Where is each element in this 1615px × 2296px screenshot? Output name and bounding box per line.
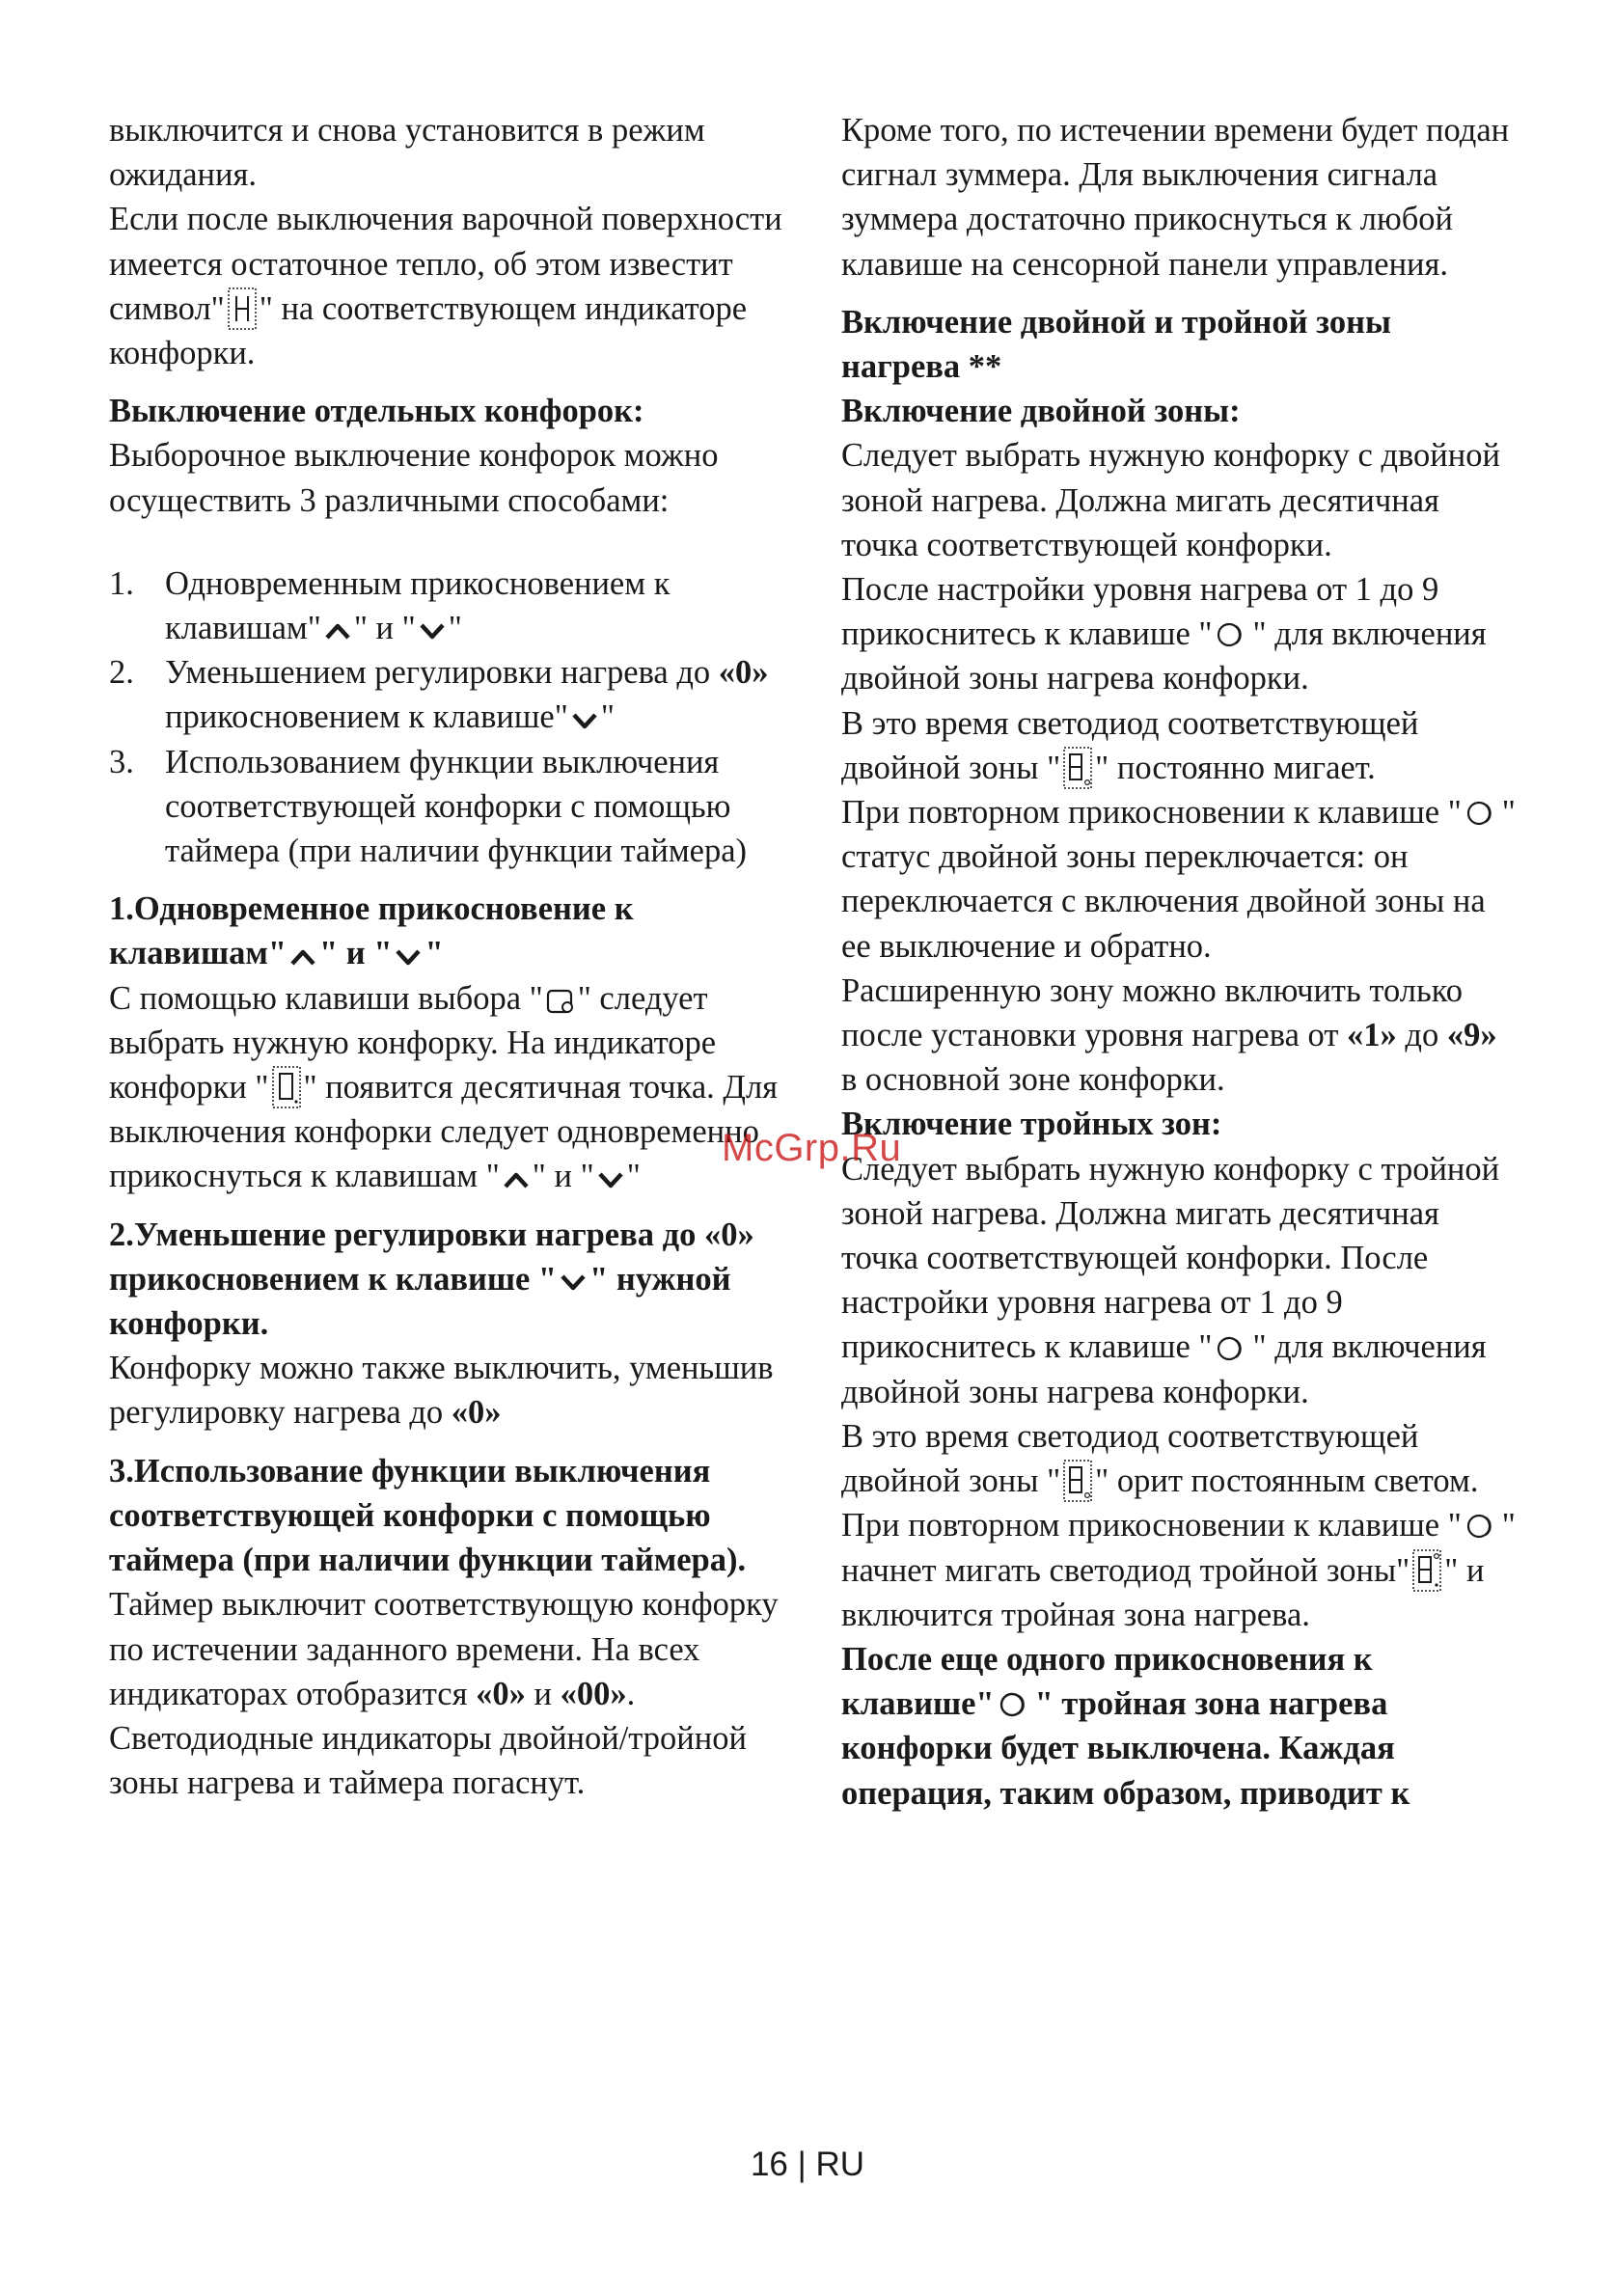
chevron-down-icon [570,710,599,731]
right-column [841,108,1517,1816]
paragraph: Выборочное выключение конфорок можно осуществить 3 различными способами: [109,437,719,519]
list-item: 1. Одновременным прикосновением к клавишам" " и " " [109,564,671,647]
language-code: RU [815,2146,865,2183]
paragraph: При повторном прикосновении к клавише " " статус двойной зоны переключается: он переключается с включения двойной зоны на ее выключение и обратно. [841,794,1516,965]
residual-heat-h-icon [227,287,258,331]
chevron-down-icon [596,1169,625,1190]
chevron-down-icon [418,620,447,642]
paragraph: Расширенную зону можно включить только после установки уровня нагрева от «1» до «9» в основной зоне конфорки. [841,971,1497,1099]
paragraph: Следует выбрать нужную конфорку с двойной зоной нагрева. Должна мигать десятичная точка соответствующей конфорки. [841,437,1500,563]
section-heading: 2.Уменьшение регулировки нагрева до «0» прикосновением к клавише " " нужной конфорки. [109,1216,754,1343]
selection-key-icon [544,987,577,1016]
paragraph: Таймер выключит соответствующую конфорку по истечении заданного времени. На всех индикаторах отобразится «0» и «00». Светодиодные индикаторы двойной/тройной зоны нагрева и таймера погаснут. [109,1586,779,1802]
dual-zone-ring-icon [996,1690,1034,1719]
page-footer [0,2146,1615,2184]
paragraph: После настройки уровня нагрева от 1 до 9 прикоснитесь к клавише " " для включения двойной зоны нагрева конфорки. [841,571,1487,697]
paragraph: В это время светодиод соответствующей двойной зоны " " орит постоянным светом. При повторном прикосновении к клавише " " начнет мигать светодиод тройной зоны" " и включится тройная зона нагрева. [841,1417,1516,1633]
chevron-up-icon [288,946,317,968]
paragraph: Если после выключения варочной поверхности имеется остаточное тепло, об этом известит символ" " на соответствующем индикаторе конфорки. [109,201,782,372]
methods-list [109,561,804,873]
subsection-heading: Включение двойной зоны: [841,393,1241,430]
section-heading: Включение двойной и тройной зоны нагрева ** [841,303,1391,386]
paragraph: Кроме того, по истечении времени будет подан сигнал зуммера. Для выключения сигнала зуммера достаточно прикоснуться к любой клавише на сенсорной панели управления. [841,112,1510,283]
left-column [109,108,804,1805]
dual-zone-ring-icon [1213,620,1251,649]
paragraph: Конфорку можно также выключить, уменьшив регулировку нагрева до «0» [109,1350,774,1432]
paragraph: В это время светодиод соответствующей двойной зоны " " постоянно мигает. [841,701,1517,790]
paragraph: С помощью клавиши выбора " " следует выбрать нужную конфорку. На индикаторе конфорки " " появится десятичная точка. Для выключения конфорки следует одновременно прикоснуться к клавишам " " и " " [109,979,779,1195]
section-heading: Выключение отдельных конфорок: [109,393,644,430]
dual-zone-ring-icon [1463,799,1501,828]
chevron-up-icon [502,1169,531,1190]
section-heading: 1.Одновременное прикосновение к клавишам" " и " " [109,890,634,972]
dual-zone-ring-icon [1213,1334,1251,1363]
zero-display-icon [271,1065,302,1109]
dual-zone-led-icon [1062,1459,1093,1503]
chevron-down-icon [394,946,423,968]
list-item: 2. Уменьшением регулировки нагрева до «0» прикосновением к клавише" " [109,654,769,736]
paragraph: Следует выбрать нужную конфорку с тройной зоной нагрева. Должна мигать десятичная точка соответствующей конфорки. После настройки уровня нагрева от 1 до 9 прикоснитесь к клавише " " для включения двойной зоны нагрева конфорки. [841,1150,1500,1410]
paragraph: выключится и снова установится в режим ожидания. [109,112,705,194]
triple-zone-led-icon [1411,1548,1442,1593]
subsection-heading: Включение тройных зон: [841,1106,1222,1143]
dual-zone-ring-icon [1463,1512,1501,1541]
chevron-down-icon [559,1271,588,1293]
list-item: 3. Использованием функции выключения соответствующей конфорки с помощью таймера (при наличии функции таймера) [109,743,748,870]
section-heading: 3.Использование функции выключения соответствующей конфорки с помощью таймера (при наличии функции таймера). [109,1452,747,1579]
footer-separator: | [797,2146,807,2183]
paragraph-bold: После еще одного прикосновения к клавише" " тройная зона нагрева конфорки будет выключена. Каждая операция, таким образом, приводит к [841,1640,1410,1812]
page-number: 16 [750,2146,788,2183]
dual-zone-led-icon [1062,746,1093,790]
watermark: McGrp.Ru [722,1127,902,1169]
chevron-up-icon [323,620,352,642]
